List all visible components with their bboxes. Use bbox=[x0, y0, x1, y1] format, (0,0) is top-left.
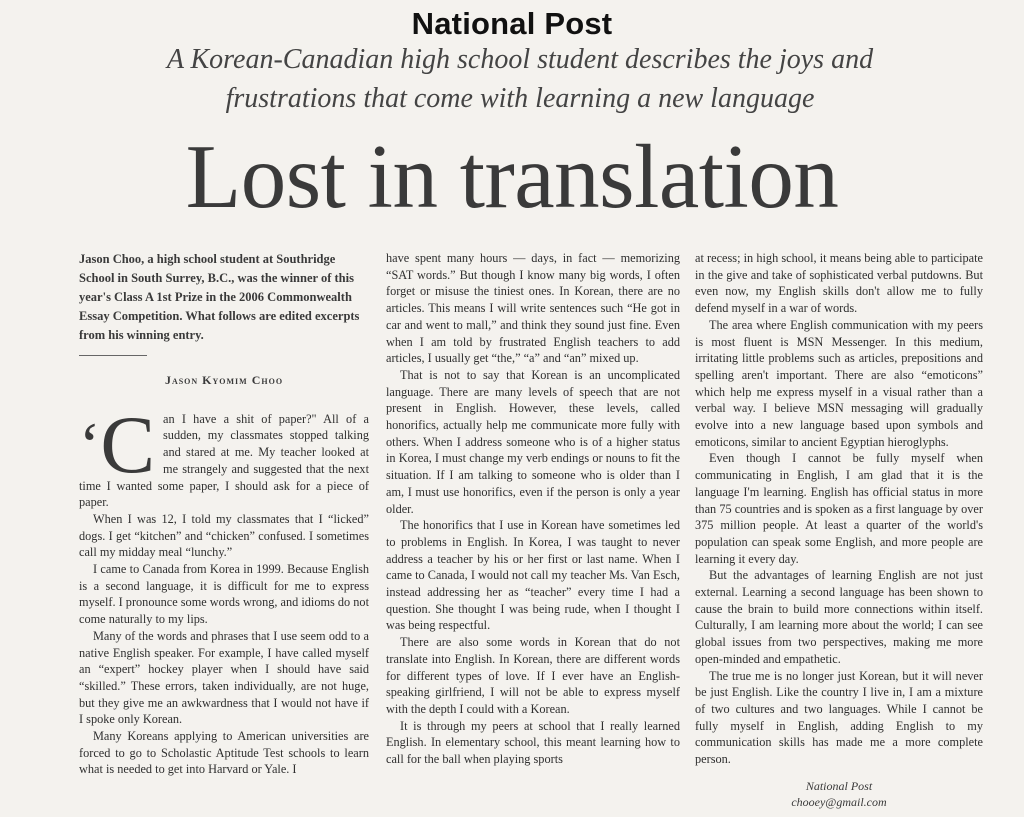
paragraph: There are also some words in Korean that do not translate into English. In Korean, there are different words for different types of love. If I ever have an English-speaking girlfriend, I will not be able to express myself with the depth I could with a Korean. bbox=[386, 635, 680, 716]
headline: Lost in translation bbox=[185, 126, 839, 227]
drop-cap: ‘C bbox=[79, 398, 156, 490]
signoff-email: chooey@gmail.com bbox=[791, 794, 887, 809]
paragraph: It is through my peers at school that I really learned English. In elementary school, this meant learning how to call for the ball when playing sports bbox=[386, 718, 680, 767]
paragraph: The true me is no longer just Korean, but it will never be just English. Like the country I live in, I am a mixture of two cultures and two languages. While I cannot be fully myself in English, adding English to my communication skills has made me a more complete person. bbox=[695, 668, 983, 767]
paragraph: Many of the words and phrases that I use seem odd to a native English speaker. For example, I have called myself an “expert” hockey player when I should have said “skilled.” These errors, taken individually, are not huge, but they give me an awkwardness that I would not have if I spoke only Korean. bbox=[79, 628, 369, 727]
paragraph: I came to Canada from Korea in 1999. Because English is a second language, it is difficult for me to express myself. I pronounce some words wrong, and idioms do not come naturally to my lips. bbox=[79, 562, 369, 627]
signoff-source: National Post bbox=[805, 778, 873, 793]
masthead: National Post bbox=[411, 6, 613, 41]
deck-subtitle: A Korean-Canadian high school student describes the joys and frustrations that come with learning a new language bbox=[166, 44, 874, 114]
article-lede bbox=[79, 398, 369, 511]
intro-blurb: Jason Choo, a high school student at Southridge School in South Surrey, B.C., was the winner of this year's Class A 1st Prize in the 2006 Commonwealth Essay Competition. What follows are edited excerpts from his winning entry. bbox=[79, 252, 360, 342]
paragraph: Many Koreans applying to American universities are forced to go to Scholastic Aptitude Test schools to learn what is needed to get into Harvard or Yale. I bbox=[79, 729, 369, 777]
byline: Jason Kyomim Choo bbox=[164, 373, 284, 387]
paragraph: When I was 12, I told my classmates that I “licked” dogs. I get “kitchen” and “chicken” confused. I sometimes call my midday meal “lunchy.” bbox=[79, 511, 369, 560]
paragraph: But the advantages of learning English are not just external. Learning a second language has been shown to cause the brain to build more connections within itself. Culturally, I am learning more about the world; I can see global issues from two perspectives, making me more open-minded and empathetic. bbox=[695, 568, 983, 666]
column-2 bbox=[386, 250, 680, 768]
paragraph: ‘C an I have a shit of paper?" All of a sudden, my classmates stopped talking and stared at me. My teacher looked at me strangely and suggested that the next time I wanted some paper, I should ask for a piece of paper. bbox=[79, 398, 369, 510]
paragraph: The honorifics that I use in Korean have sometimes led to problems in English. In Korea, I was taught to never address a teacher by his or her first or last name. When I came to Canada, I would not call my teacher Ms. Van Esch, instead addressing her as “teacher” every time I had a question. She thought I was being rude, when I thought I was being respectful. bbox=[386, 518, 680, 633]
signoff bbox=[695, 778, 983, 810]
intro-divider bbox=[79, 355, 147, 356]
paragraph: at recess; in high school, it means being able to participate in the give and take of sophisticated verbal putdowns. But even now, my English skills don't allow me to fully defend myself in a war of words. bbox=[695, 251, 983, 316]
paragraph: That is not to say that Korean is an uncomplicated language. There are many levels of speech that are not present in English. However, these levels, called honorifics, actually help me communicate more fully with others. When I address someone who is of a higher status in Korea, I must change my verb endings or nouns to fit the situation. If I am talking to someone who is older than I am, I must use honorifics, even if the person is only a year older. bbox=[386, 367, 680, 516]
paragraph: The area where English communication with my peers is most fluent is MSN Messenger. In this medium, irritating little problems such as articles, prepositions and spelling aren't important. There are also “emoticons” which help me express myself in a visual rather than a verbal way. I believe MSN messaging will gradually evolve into a new language based upon symbols and emoticons, similar to ancient Egyptian hieroglyphs. bbox=[695, 317, 983, 449]
paragraph: Even though I cannot be fully myself when communicating in English, I am glad that it is the language I'm learning. English has official status in more than 75 countries and is spoken as a first language by over 375 million people. At least a quarter of the world's population can speak some English, and more people are learning it every day. bbox=[695, 451, 983, 566]
column-3 bbox=[695, 250, 983, 810]
column-1 bbox=[79, 250, 369, 778]
paragraph: have spent many hours — days, in fact — memorizing “SAT words.” But though I know many big words, I often forget or misuse the tiniest ones. In Korean, there are no articles. This means I will write sentences such “He got in car and went to mall,” and think they sound just fine. Even when I am told by frustrated English teachers to add articles, I usually get “the,” “a” and “an” mixed up. bbox=[386, 251, 680, 366]
